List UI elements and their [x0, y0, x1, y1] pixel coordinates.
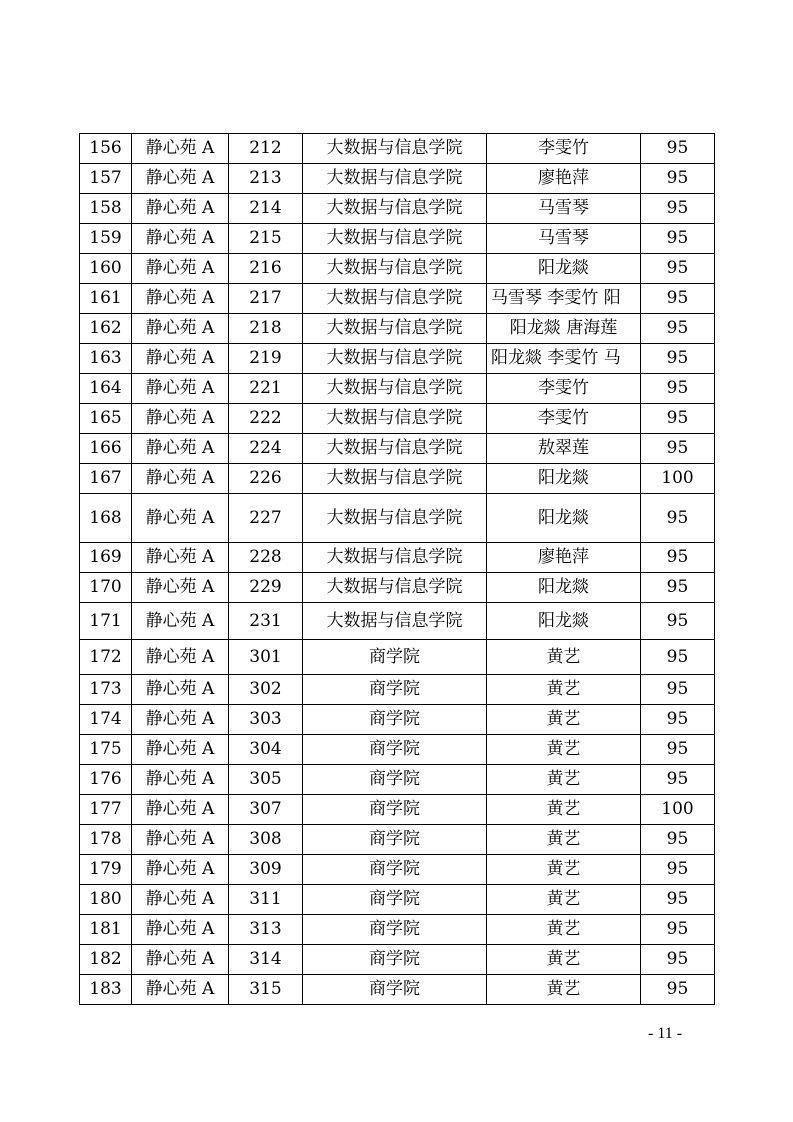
- inspector-cell: 黄艺: [487, 795, 641, 825]
- row-number-cell: 162: [80, 314, 132, 344]
- building-cell: 静心苑 A: [132, 134, 229, 164]
- score-table: [79, 133, 715, 1005]
- score-cell: 100: [641, 464, 715, 494]
- college-cell: 商学院: [303, 765, 487, 795]
- room-number-cell: 304: [229, 735, 303, 765]
- row-number-cell: 183: [80, 975, 132, 1005]
- room-number-cell: 224: [229, 434, 303, 464]
- inspector-cell: 黄艺: [487, 735, 641, 765]
- room-number-cell: 311: [229, 885, 303, 915]
- building-cell: 静心苑 A: [132, 374, 229, 404]
- building-cell: 静心苑 A: [132, 855, 229, 885]
- row-number-cell: 160: [80, 254, 132, 284]
- row-number-cell: 173: [80, 675, 132, 705]
- inspector-cell: 廖艳萍: [487, 543, 641, 573]
- score-cell: 95: [641, 224, 715, 254]
- inspector-cell: 黄艺: [487, 765, 641, 795]
- inspector-cell: 黄艺: [487, 705, 641, 735]
- row-number-cell: 177: [80, 795, 132, 825]
- room-number-cell: 303: [229, 705, 303, 735]
- inspector-cell: 黄艺: [487, 885, 641, 915]
- inspector-cell: 黄艺: [487, 825, 641, 855]
- score-cell: 95: [641, 134, 715, 164]
- college-cell: 大数据与信息学院: [303, 164, 487, 194]
- table-row: [80, 314, 715, 344]
- room-number-cell: 214: [229, 194, 303, 224]
- building-cell: 静心苑 A: [132, 434, 229, 464]
- score-cell: 95: [641, 640, 715, 675]
- inspector-cell: 阳龙燚: [487, 254, 641, 284]
- table-row: [80, 194, 715, 224]
- table-row: [80, 885, 715, 915]
- score-cell: 95: [641, 543, 715, 573]
- table-row: [80, 765, 715, 795]
- building-cell: 静心苑 A: [132, 494, 229, 543]
- inspector-cell: 马雪琴 李雯竹 阳: [487, 284, 641, 314]
- college-cell: 商学院: [303, 855, 487, 885]
- college-cell: 大数据与信息学院: [303, 543, 487, 573]
- row-number-cell: 158: [80, 194, 132, 224]
- college-cell: 大数据与信息学院: [303, 314, 487, 344]
- score-cell: 95: [641, 344, 715, 374]
- room-number-cell: 229: [229, 573, 303, 603]
- building-cell: 静心苑 A: [132, 464, 229, 494]
- table-row: [80, 284, 715, 314]
- score-cell: 95: [641, 374, 715, 404]
- score-cell: 95: [641, 284, 715, 314]
- room-number-cell: 215: [229, 224, 303, 254]
- inspector-cell: 黄艺: [487, 855, 641, 885]
- room-number-cell: 228: [229, 543, 303, 573]
- room-number-cell: 221: [229, 374, 303, 404]
- college-cell: 商学院: [303, 640, 487, 675]
- building-cell: 静心苑 A: [132, 224, 229, 254]
- room-number-cell: 309: [229, 855, 303, 885]
- table-row: [80, 705, 715, 735]
- inspector-cell: 黄艺: [487, 975, 641, 1005]
- row-number-cell: 176: [80, 765, 132, 795]
- room-number-cell: 314: [229, 945, 303, 975]
- building-cell: 静心苑 A: [132, 915, 229, 945]
- inspector-cell: 李雯竹: [487, 374, 641, 404]
- college-cell: 大数据与信息学院: [303, 434, 487, 464]
- college-cell: 大数据与信息学院: [303, 494, 487, 543]
- college-cell: 大数据与信息学院: [303, 344, 487, 374]
- score-table-wrapper: [79, 133, 714, 1005]
- score-cell: 95: [641, 404, 715, 434]
- inspector-cell: 阳龙燚: [487, 464, 641, 494]
- row-number-cell: 161: [80, 284, 132, 314]
- college-cell: 商学院: [303, 915, 487, 945]
- college-cell: 大数据与信息学院: [303, 603, 487, 640]
- table-row: [80, 434, 715, 464]
- building-cell: 静心苑 A: [132, 640, 229, 675]
- table-row: [80, 795, 715, 825]
- table-row: [80, 224, 715, 254]
- room-number-cell: 219: [229, 344, 303, 374]
- page-number: - 11 -: [648, 1025, 683, 1042]
- room-number-cell: 226: [229, 464, 303, 494]
- college-cell: 大数据与信息学院: [303, 573, 487, 603]
- room-number-cell: 301: [229, 640, 303, 675]
- table-row: [80, 404, 715, 434]
- row-number-cell: 174: [80, 705, 132, 735]
- building-cell: 静心苑 A: [132, 795, 229, 825]
- score-cell: 95: [641, 885, 715, 915]
- room-number-cell: 227: [229, 494, 303, 543]
- building-cell: 静心苑 A: [132, 194, 229, 224]
- room-number-cell: 222: [229, 404, 303, 434]
- row-number-cell: 166: [80, 434, 132, 464]
- building-cell: 静心苑 A: [132, 975, 229, 1005]
- building-cell: 静心苑 A: [132, 705, 229, 735]
- building-cell: 静心苑 A: [132, 344, 229, 374]
- score-cell: 95: [641, 254, 715, 284]
- table-row: [80, 494, 715, 543]
- table-row: [80, 603, 715, 640]
- building-cell: 静心苑 A: [132, 675, 229, 705]
- score-cell: 95: [641, 434, 715, 464]
- room-number-cell: 217: [229, 284, 303, 314]
- inspector-cell: 马雪琴: [487, 224, 641, 254]
- score-cell: 95: [641, 705, 715, 735]
- score-cell: 95: [641, 735, 715, 765]
- college-cell: 大数据与信息学院: [303, 374, 487, 404]
- college-cell: 大数据与信息学院: [303, 464, 487, 494]
- college-cell: 商学院: [303, 885, 487, 915]
- table-row: [80, 573, 715, 603]
- college-cell: 商学院: [303, 795, 487, 825]
- building-cell: 静心苑 A: [132, 735, 229, 765]
- college-cell: 大数据与信息学院: [303, 284, 487, 314]
- inspector-cell: 阳龙燚: [487, 573, 641, 603]
- row-number-cell: 181: [80, 915, 132, 945]
- inspector-cell: 黄艺: [487, 945, 641, 975]
- score-cell: 95: [641, 194, 715, 224]
- table-row: [80, 855, 715, 885]
- room-number-cell: 212: [229, 134, 303, 164]
- table-row: [80, 164, 715, 194]
- score-cell: 95: [641, 603, 715, 640]
- inspector-cell: 黄艺: [487, 915, 641, 945]
- score-cell: 95: [641, 825, 715, 855]
- table-row: [80, 640, 715, 675]
- room-number-cell: 313: [229, 915, 303, 945]
- score-cell: 95: [641, 975, 715, 1005]
- row-number-cell: 167: [80, 464, 132, 494]
- inspector-cell: 阳龙燚 唐海莲: [487, 314, 641, 344]
- room-number-cell: 231: [229, 603, 303, 640]
- inspector-cell: 阳龙燚: [487, 494, 641, 543]
- room-number-cell: 315: [229, 975, 303, 1005]
- row-number-cell: 178: [80, 825, 132, 855]
- inspector-cell: 李雯竹: [487, 134, 641, 164]
- building-cell: 静心苑 A: [132, 573, 229, 603]
- row-number-cell: 157: [80, 164, 132, 194]
- table-row: [80, 254, 715, 284]
- table-row: [80, 134, 715, 164]
- college-cell: 大数据与信息学院: [303, 224, 487, 254]
- table-row: [80, 675, 715, 705]
- score-cell: 95: [641, 675, 715, 705]
- score-cell: 95: [641, 573, 715, 603]
- table-row: [80, 374, 715, 404]
- table-row: [80, 825, 715, 855]
- college-cell: 商学院: [303, 945, 487, 975]
- score-cell: 95: [641, 855, 715, 885]
- building-cell: 静心苑 A: [132, 885, 229, 915]
- row-number-cell: 172: [80, 640, 132, 675]
- score-cell: 95: [641, 915, 715, 945]
- table-row: [80, 543, 715, 573]
- room-number-cell: 213: [229, 164, 303, 194]
- table-row: [80, 975, 715, 1005]
- row-number-cell: 156: [80, 134, 132, 164]
- inspector-cell: 阳龙燚: [487, 603, 641, 640]
- building-cell: 静心苑 A: [132, 825, 229, 855]
- score-cell: 100: [641, 795, 715, 825]
- room-number-cell: 308: [229, 825, 303, 855]
- room-number-cell: 216: [229, 254, 303, 284]
- room-number-cell: 302: [229, 675, 303, 705]
- college-cell: 大数据与信息学院: [303, 194, 487, 224]
- row-number-cell: 182: [80, 945, 132, 975]
- row-number-cell: 159: [80, 224, 132, 254]
- inspector-cell: 阳龙燚 李雯竹 马: [487, 344, 641, 374]
- building-cell: 静心苑 A: [132, 945, 229, 975]
- building-cell: 静心苑 A: [132, 254, 229, 284]
- score-cell: 95: [641, 314, 715, 344]
- building-cell: 静心苑 A: [132, 543, 229, 573]
- table-row: [80, 735, 715, 765]
- row-number-cell: 180: [80, 885, 132, 915]
- college-cell: 大数据与信息学院: [303, 404, 487, 434]
- row-number-cell: 175: [80, 735, 132, 765]
- college-cell: 商学院: [303, 825, 487, 855]
- room-number-cell: 218: [229, 314, 303, 344]
- table-row: [80, 464, 715, 494]
- table-row: [80, 945, 715, 975]
- building-cell: 静心苑 A: [132, 164, 229, 194]
- building-cell: 静心苑 A: [132, 765, 229, 795]
- row-number-cell: 165: [80, 404, 132, 434]
- building-cell: 静心苑 A: [132, 404, 229, 434]
- table-body: [80, 134, 715, 1005]
- row-number-cell: 169: [80, 543, 132, 573]
- college-cell: 大数据与信息学院: [303, 254, 487, 284]
- building-cell: 静心苑 A: [132, 314, 229, 344]
- score-cell: 95: [641, 765, 715, 795]
- room-number-cell: 305: [229, 765, 303, 795]
- row-number-cell: 164: [80, 374, 132, 404]
- building-cell: 静心苑 A: [132, 284, 229, 314]
- inspector-cell: 李雯竹: [487, 404, 641, 434]
- inspector-cell: 敖翠莲: [487, 434, 641, 464]
- row-number-cell: 171: [80, 603, 132, 640]
- inspector-cell: 廖艳萍: [487, 164, 641, 194]
- row-number-cell: 179: [80, 855, 132, 885]
- college-cell: 商学院: [303, 975, 487, 1005]
- college-cell: 商学院: [303, 675, 487, 705]
- score-cell: 95: [641, 164, 715, 194]
- college-cell: 商学院: [303, 705, 487, 735]
- row-number-cell: 170: [80, 573, 132, 603]
- row-number-cell: 163: [80, 344, 132, 374]
- college-cell: 商学院: [303, 735, 487, 765]
- room-number-cell: 307: [229, 795, 303, 825]
- table-row: [80, 344, 715, 374]
- building-cell: 静心苑 A: [132, 603, 229, 640]
- score-cell: 95: [641, 494, 715, 543]
- table-row: [80, 915, 715, 945]
- inspector-cell: 马雪琴: [487, 194, 641, 224]
- inspector-cell: 黄艺: [487, 675, 641, 705]
- score-cell: 95: [641, 945, 715, 975]
- inspector-cell: 黄艺: [487, 640, 641, 675]
- row-number-cell: 168: [80, 494, 132, 543]
- college-cell: 大数据与信息学院: [303, 134, 487, 164]
